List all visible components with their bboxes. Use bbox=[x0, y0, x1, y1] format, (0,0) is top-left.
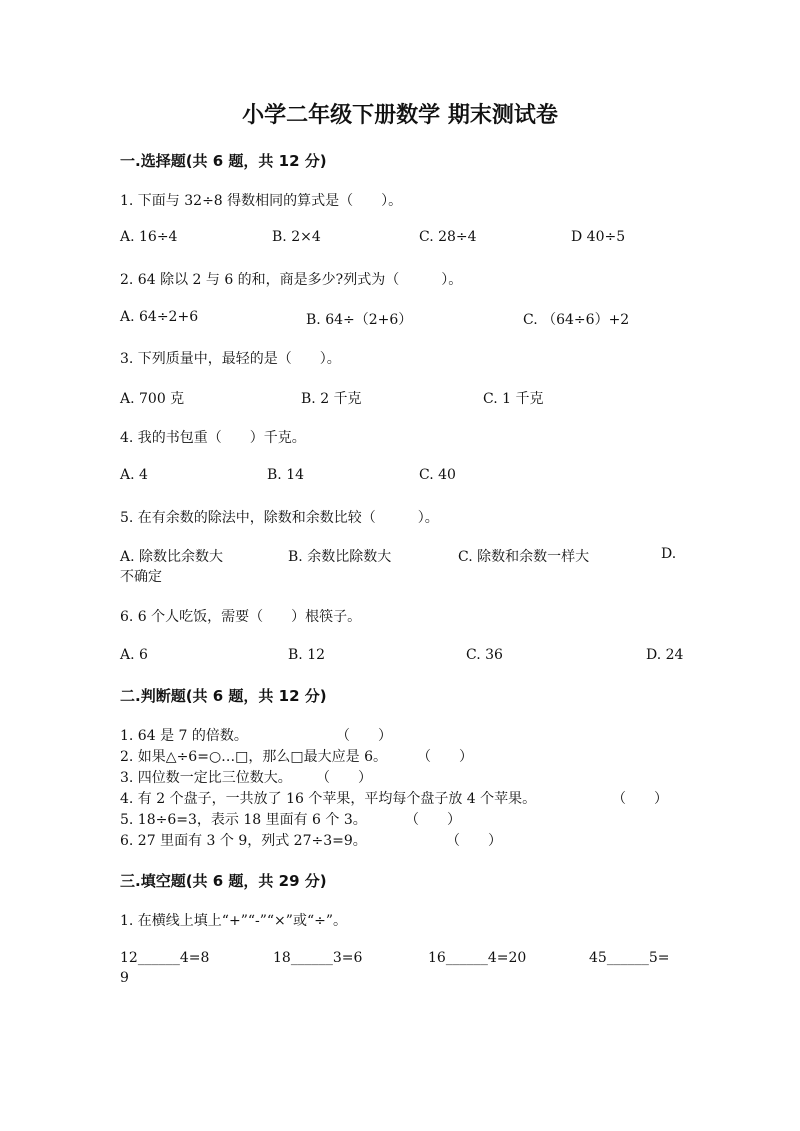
option: A. 除数比余数大 bbox=[120, 549, 224, 565]
answer-paren: （ ） bbox=[316, 770, 372, 786]
option: C. 除数和余数一样大 bbox=[458, 549, 590, 565]
option-row bbox=[120, 647, 684, 667]
judgement-item: 3. 四位数一定比三位数大。 bbox=[120, 770, 292, 786]
option: C. （64÷6）+2 bbox=[523, 312, 630, 328]
judgement-item: 5. 18÷6=3，表示 18 里面有 6 个 3。 bbox=[120, 812, 367, 828]
option: C. 36 bbox=[466, 647, 503, 663]
option: D. bbox=[661, 546, 677, 562]
question-stem: 5. 在有余数的除法中，除数和余数比较（ ）。 bbox=[120, 510, 439, 526]
fill-item: 45______5= bbox=[589, 950, 670, 966]
judgement-item: 4. 有 2 个盘子，一共放了 16 个苹果，平均每个盘子放 4 个苹果。 bbox=[120, 791, 537, 807]
fill-item: 18______3=6 bbox=[273, 950, 363, 966]
judgement-item: 1. 64 是 7 的倍数。 bbox=[120, 728, 248, 744]
judgement-item: 6. 27 里面有 3 个 9，列式 27÷3=9。 bbox=[120, 833, 367, 849]
option: A. 6 bbox=[120, 647, 148, 663]
option: B. 14 bbox=[267, 467, 305, 483]
option: B. 2×4 bbox=[272, 229, 321, 245]
section-heading-choice: 一.选择题(共 6 题，共 12 分) bbox=[120, 152, 327, 170]
fill-item: 12______4=8 bbox=[120, 950, 210, 966]
option: C. 40 bbox=[419, 467, 456, 483]
question-stem: 3. 下列质量中，最轻的是（ ）。 bbox=[120, 351, 341, 367]
option: A. 4 bbox=[120, 467, 148, 483]
option: B. 64÷（2+6） bbox=[306, 312, 413, 328]
section-heading-fill: 三.填空题(共 6 题，共 29 分) bbox=[120, 872, 327, 890]
fill-item: 16______4=20 bbox=[428, 950, 527, 966]
question-stem: 4. 我的书包重（ ）千克。 bbox=[120, 430, 306, 446]
option: D 40÷5 bbox=[571, 229, 626, 245]
option: C. 1 千克 bbox=[483, 391, 544, 407]
section-heading-judgement: 二.判断题(共 6 题，共 12 分) bbox=[120, 687, 327, 705]
option: D. 24 bbox=[646, 647, 684, 663]
option: A. 16÷4 bbox=[120, 229, 178, 245]
answer-paren: （ ） bbox=[446, 833, 502, 849]
fill-row bbox=[120, 950, 680, 970]
option-row bbox=[120, 388, 680, 408]
answer-paren: （ ） bbox=[417, 749, 473, 765]
answer-paren: （ ） bbox=[612, 791, 668, 807]
question-stem: 1. 下面与 32÷8 得数相同的算式是（ ）。 bbox=[120, 193, 403, 209]
option-row bbox=[120, 309, 680, 329]
answer-paren: （ ） bbox=[336, 728, 392, 744]
option-row bbox=[120, 467, 680, 487]
option-row bbox=[120, 546, 680, 566]
option: B. 2 千克 bbox=[301, 391, 362, 407]
judgement-item: 2. 如果△÷6=○…□，那么□最大应是 6。 bbox=[120, 749, 387, 765]
option-row bbox=[120, 229, 680, 249]
question-stem: 1. 在横线上填上“+”“-”“×”或“÷”。 bbox=[120, 913, 347, 929]
question-stem: 2. 64 除以 2 与 6 的和，商是多少?列式为（ ）。 bbox=[120, 272, 463, 288]
option: B. 余数比除数大 bbox=[288, 549, 392, 565]
option-wrap-text: 不确定 bbox=[120, 569, 162, 585]
option: C. 28÷4 bbox=[419, 229, 477, 245]
question-stem: 6. 6 个人吃饭，需要（ ）根筷子。 bbox=[120, 609, 362, 625]
option: A. 700 克 bbox=[120, 391, 185, 407]
answer-paren: （ ） bbox=[405, 812, 461, 828]
page-title: 小学二年级下册数学 期末测试卷 bbox=[242, 103, 558, 128]
option: B. 12 bbox=[288, 647, 326, 663]
fill-wrap-text: 9 bbox=[120, 970, 129, 986]
option: A. 64÷2+6 bbox=[120, 309, 199, 325]
